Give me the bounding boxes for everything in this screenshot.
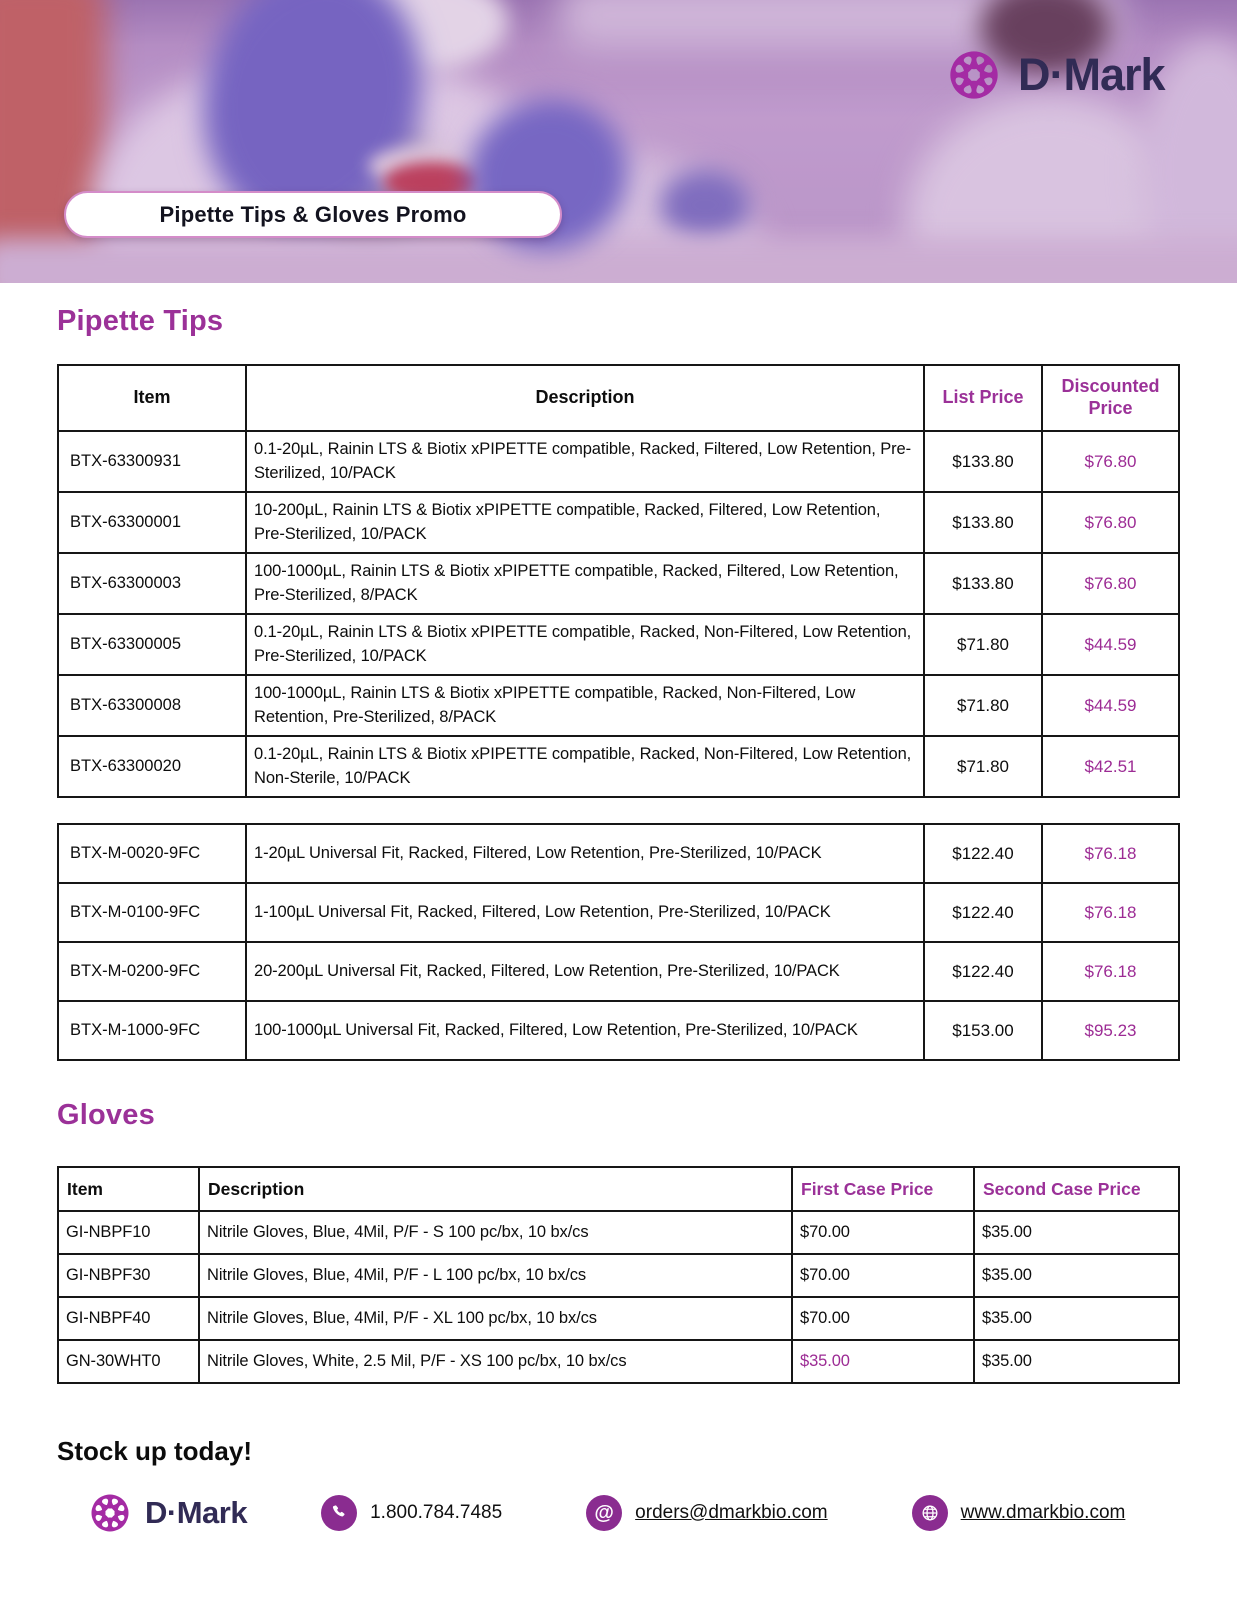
brand-wordmark: D·Mark xyxy=(1018,49,1165,100)
content xyxy=(0,305,1237,1467)
website-link[interactable]: www.dmarkbio.com xyxy=(960,1502,1126,1523)
col-item: Item xyxy=(58,365,246,431)
cell-list-price: $133.80 xyxy=(924,492,1042,553)
cell-second-case-price: $35.00 xyxy=(974,1211,1179,1254)
table-row xyxy=(58,1254,1179,1297)
gloves-table xyxy=(57,1166,1180,1384)
cell-description: 0.1-20µL, Rainin LTS & Biotix xPIPETTE compatible, Racked, Filtered, Low Retention, Pre-Sterilized, 10/PACK xyxy=(246,431,924,492)
cell-item: BTX-63300001 xyxy=(58,492,246,553)
cell-description: 0.1-20µL, Rainin LTS & Biotix xPIPETTE compatible, Racked, Non-Filtered, Low Retention, Pre-Sterilized, 10/PACK xyxy=(246,614,924,675)
cell-first-case-price: $70.00 xyxy=(792,1297,974,1340)
cell-first-case-price: $35.00 xyxy=(792,1340,974,1383)
header-row xyxy=(58,1167,1179,1211)
cell-second-case-price: $35.00 xyxy=(974,1340,1179,1383)
cell-discounted-price: $76.18 xyxy=(1042,883,1179,942)
cell-description: 1-100µL Universal Fit, Racked, Filtered, Low Retention, Pre-Sterilized, 10/PACK xyxy=(246,883,924,942)
table-row xyxy=(58,431,1179,492)
cell-description: Nitrile Gloves, Blue, 4Mil, P/F - S 100 pc/bx, 10 bx/cs xyxy=(199,1211,792,1254)
table-row xyxy=(58,614,1179,675)
footer-brand-logo xyxy=(85,1486,247,1540)
cell-list-price: $71.80 xyxy=(924,675,1042,736)
cell-discounted-price: $76.18 xyxy=(1042,824,1179,883)
table-row xyxy=(58,492,1179,553)
footer-phone xyxy=(321,1495,502,1531)
table-row xyxy=(58,1001,1179,1060)
phone-number: 1.800.784.7485 xyxy=(370,1502,503,1523)
header-row xyxy=(58,365,1179,431)
phone-icon xyxy=(321,1495,357,1531)
pipette-tips-table xyxy=(57,364,1180,798)
cell-item: GI-NBPF30 xyxy=(58,1254,199,1297)
cell-description: 0.1-20µL, Rainin LTS & Biotix xPIPETTE compatible, Racked, Non-Filtered, Low Retention, Non-Sterile, 10/PACK xyxy=(246,736,924,797)
table-row xyxy=(58,1297,1179,1340)
cell-list-price: $133.80 xyxy=(924,431,1042,492)
cell-item: BTX-M-0200-9FC xyxy=(58,942,246,1001)
cell-item: BTX-63300003 xyxy=(58,553,246,614)
hero-banner xyxy=(0,0,1237,283)
cell-discounted-price: $42.51 xyxy=(1042,736,1179,797)
footer-email xyxy=(586,1495,827,1531)
cell-discounted-price: $76.80 xyxy=(1042,492,1179,553)
cell-item: GI-NBPF40 xyxy=(58,1297,199,1340)
pipette-tips-universal-table xyxy=(57,823,1180,1061)
cell-second-case-price: $35.00 xyxy=(974,1254,1179,1297)
footer xyxy=(0,1468,1237,1558)
table-row xyxy=(58,736,1179,797)
table-row xyxy=(58,942,1179,1001)
closing-text: Stock up today! xyxy=(57,1436,253,1466)
col-first-case-price: First Case Price xyxy=(792,1167,974,1211)
cell-item: BTX-63300020 xyxy=(58,736,246,797)
brand-logo xyxy=(942,40,1165,110)
cell-item: GN-30WHT0 xyxy=(58,1340,199,1383)
table-row xyxy=(58,883,1179,942)
cell-discounted-price: $76.80 xyxy=(1042,431,1179,492)
brand-emblem-icon xyxy=(85,1486,135,1540)
cell-description: 20-200µL Universal Fit, Racked, Filtered, Low Retention, Pre-Sterilized, 10/PACK xyxy=(246,942,924,1001)
cell-list-price: $122.40 xyxy=(924,942,1042,1001)
cell-first-case-price: $70.00 xyxy=(792,1254,974,1297)
promo-title-pill xyxy=(64,191,562,238)
cell-list-price: $71.80 xyxy=(924,614,1042,675)
cell-description: 100-1000µL, Rainin LTS & Biotix xPIPETTE compatible, Racked, Filtered, Low Retention, Pre-Sterilized, 8/PACK xyxy=(246,553,924,614)
cell-list-price: $122.40 xyxy=(924,824,1042,883)
cell-item: BTX-63300008 xyxy=(58,675,246,736)
cell-list-price: $71.80 xyxy=(924,736,1042,797)
table-row xyxy=(58,1340,1179,1383)
table-row xyxy=(58,675,1179,736)
col-description: Description xyxy=(199,1167,792,1211)
cell-first-case-price: $70.00 xyxy=(792,1211,974,1254)
cell-item: BTX-63300931 xyxy=(58,431,246,492)
cell-discounted-price: $44.59 xyxy=(1042,614,1179,675)
col-description: Description xyxy=(246,365,924,431)
footer-brand-wordmark: D·Mark xyxy=(145,1495,248,1530)
cell-description: 100-1000µL Universal Fit, Racked, Filtered, Low Retention, Pre-Sterilized, 10/PACK xyxy=(246,1001,924,1060)
cell-item: BTX-M-0100-9FC xyxy=(58,883,246,942)
footer-website xyxy=(912,1495,1126,1531)
cell-description: Nitrile Gloves, Blue, 4Mil, P/F - L 100 pc/bx, 10 bx/cs xyxy=(199,1254,792,1297)
brand-emblem-icon xyxy=(942,40,1006,110)
cell-list-price: $133.80 xyxy=(924,553,1042,614)
email-link[interactable]: orders@dmarkbio.com xyxy=(635,1502,828,1523)
table-row xyxy=(58,553,1179,614)
cell-item: BTX-M-1000-9FC xyxy=(58,1001,246,1060)
cell-item: BTX-M-0020-9FC xyxy=(58,824,246,883)
cell-description: 1-20µL Universal Fit, Racked, Filtered, Low Retention, Pre-Sterilized, 10/PACK xyxy=(246,824,924,883)
email-at-icon: @ xyxy=(586,1495,622,1531)
cell-description: 10-200µL, Rainin LTS & Biotix xPIPETTE compatible, Racked, Filtered, Low Retention, Pre-Sterilized, 10/PACK xyxy=(246,492,924,553)
gloves-heading: Gloves xyxy=(57,1099,155,1131)
table-row xyxy=(58,1211,1179,1254)
cell-list-price: $153.00 xyxy=(924,1001,1042,1060)
cell-second-case-price: $35.00 xyxy=(974,1297,1179,1340)
cell-discounted-price: $95.23 xyxy=(1042,1001,1179,1060)
table-row xyxy=(58,824,1179,883)
cell-discounted-price: $44.59 xyxy=(1042,675,1179,736)
col-item: Item xyxy=(58,1167,199,1211)
promo-title: Pipette Tips & Gloves Promo xyxy=(159,201,467,227)
cell-description: Nitrile Gloves, Blue, 4Mil, P/F - XL 100 pc/bx, 10 bx/cs xyxy=(199,1297,792,1340)
col-second-case-price: Second Case Price xyxy=(974,1167,1179,1211)
cell-item: GI-NBPF10 xyxy=(58,1211,199,1254)
cell-discounted-price: $76.18 xyxy=(1042,942,1179,1001)
globe-icon xyxy=(912,1495,948,1531)
cell-list-price: $122.40 xyxy=(924,883,1042,942)
col-list-price: List Price xyxy=(924,365,1042,431)
cell-discounted-price: $76.80 xyxy=(1042,553,1179,614)
cell-item: BTX-63300005 xyxy=(58,614,246,675)
pipette-tips-heading: Pipette Tips xyxy=(57,305,224,337)
cell-description: Nitrile Gloves, White, 2.5 Mil, P/F - XS 100 pc/bx, 10 bx/cs xyxy=(199,1340,792,1383)
cell-description: 100-1000µL, Rainin LTS & Biotix xPIPETTE compatible, Racked, Non-Filtered, Low Retention, Pre-Sterilized, 8/PACK xyxy=(246,675,924,736)
col-discounted-price: Discounted Price xyxy=(1042,365,1179,431)
